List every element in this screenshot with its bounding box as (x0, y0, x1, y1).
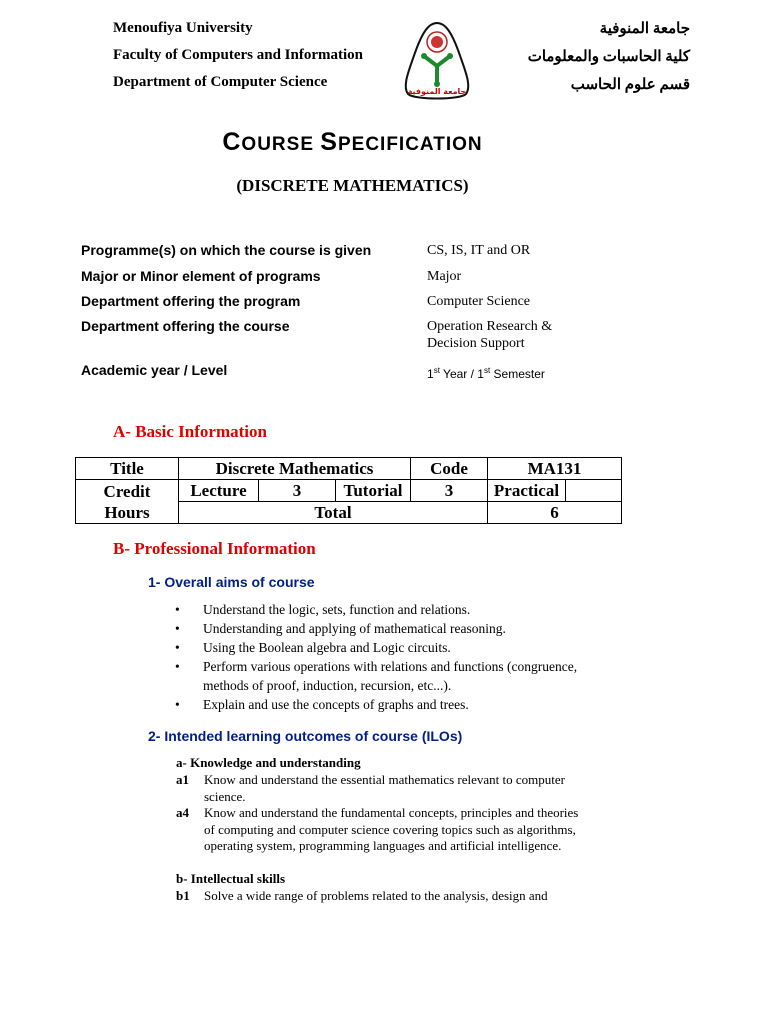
intellectual-heading: b- Intellectual skills (176, 871, 286, 886)
aims-heading: 1- Overall aims of course (148, 574, 315, 590)
info-value: CS, IS, IT and OR (427, 243, 531, 258)
code-label-cell: Code (411, 458, 488, 480)
ilo-text: Solve a wide range of problems related to the analysis, design and (204, 888, 548, 903)
tutorial-value-cell: 3 (411, 480, 488, 502)
aims-list (175, 600, 595, 714)
university-name: Menoufiya University (113, 20, 253, 36)
ilos-heading: 2- Intended learning outcomes of course (ILOs) (148, 728, 463, 744)
list-item: • Using the Boolean algebra and Logic circuits. (175, 638, 595, 657)
section-a-heading: A- Basic Information (113, 422, 267, 441)
info-label: Major or Minor element of programs (81, 268, 321, 284)
title-label-cell: Title (76, 458, 179, 480)
tutorial-label-cell: Tutorial (336, 480, 411, 502)
ilo-item (176, 805, 584, 855)
info-label: Department offering the program (81, 293, 301, 309)
practical-label-cell: Practical (488, 480, 566, 502)
university-logo (402, 20, 472, 102)
list-item: • Explain and use the concepts of graphs and trees. (175, 695, 595, 714)
ilo-code: b1 (176, 888, 190, 903)
academic-year-value: 1st Year / 1st Semester (427, 366, 545, 381)
list-item: • Perform various operations with relations and functions (congruence, methods of proof, induction, recursion, etc...). (175, 657, 595, 695)
ilo-text: Know and understand the essential mathematics relevant to computer science. (204, 772, 565, 804)
info-value: Operation Research & Decision Support (427, 319, 553, 351)
ilo-item (176, 772, 584, 805)
credit-hours-cell: Credit Hours (76, 480, 179, 524)
logo-text: جامعة المنوفية (407, 87, 467, 96)
basic-info-table (75, 457, 622, 524)
department-name-ar: قسم علوم الحاسب (570, 77, 690, 93)
total-label-cell: Total (179, 502, 488, 524)
course-subtitle: (DISCRETE MATHEMATICS) (236, 176, 469, 195)
department-name: Department of Computer Science (113, 74, 328, 90)
ilo-item (176, 888, 584, 905)
ilo-code: a4 (176, 805, 189, 820)
knowledge-heading: a- Knowledge and understanding (176, 755, 361, 770)
list-item: • Understanding and applying of mathematical reasoning. (175, 619, 595, 638)
faculty-name: Faculty of Computers and Information (113, 47, 363, 63)
lecture-label-cell: Lecture (179, 480, 259, 502)
info-value: Major (427, 269, 462, 284)
info-label: Programme(s) on which the course is given (81, 242, 372, 258)
section-b-heading: B- Professional Information (113, 539, 316, 558)
page-title: COURSE SPECIFICATION (222, 128, 483, 156)
total-value-cell: 6 (488, 502, 622, 524)
ilo-text: Know and understand the fundamental concepts, principles and theories of computing and computer science covering topics such as algorithms, operating system, programming languages and artificial intelligence. (204, 805, 579, 853)
info-label: Academic year / Level (81, 362, 228, 378)
lecture-value-cell: 3 (259, 480, 336, 502)
faculty-name-ar: كلية الحاسبات والمعلومات (527, 49, 690, 65)
list-item: • Understand the logic, sets, function and relations. (175, 600, 595, 619)
university-name-ar: جامعة المنوفية (599, 21, 690, 37)
code-value-cell: MA131 (488, 458, 622, 480)
info-value: Computer Science (427, 294, 531, 309)
title-value-cell: Discrete Mathematics (179, 458, 411, 480)
practical-value-cell (566, 480, 622, 502)
ilo-code: a1 (176, 772, 189, 787)
info-label: Department offering the course (81, 318, 290, 334)
